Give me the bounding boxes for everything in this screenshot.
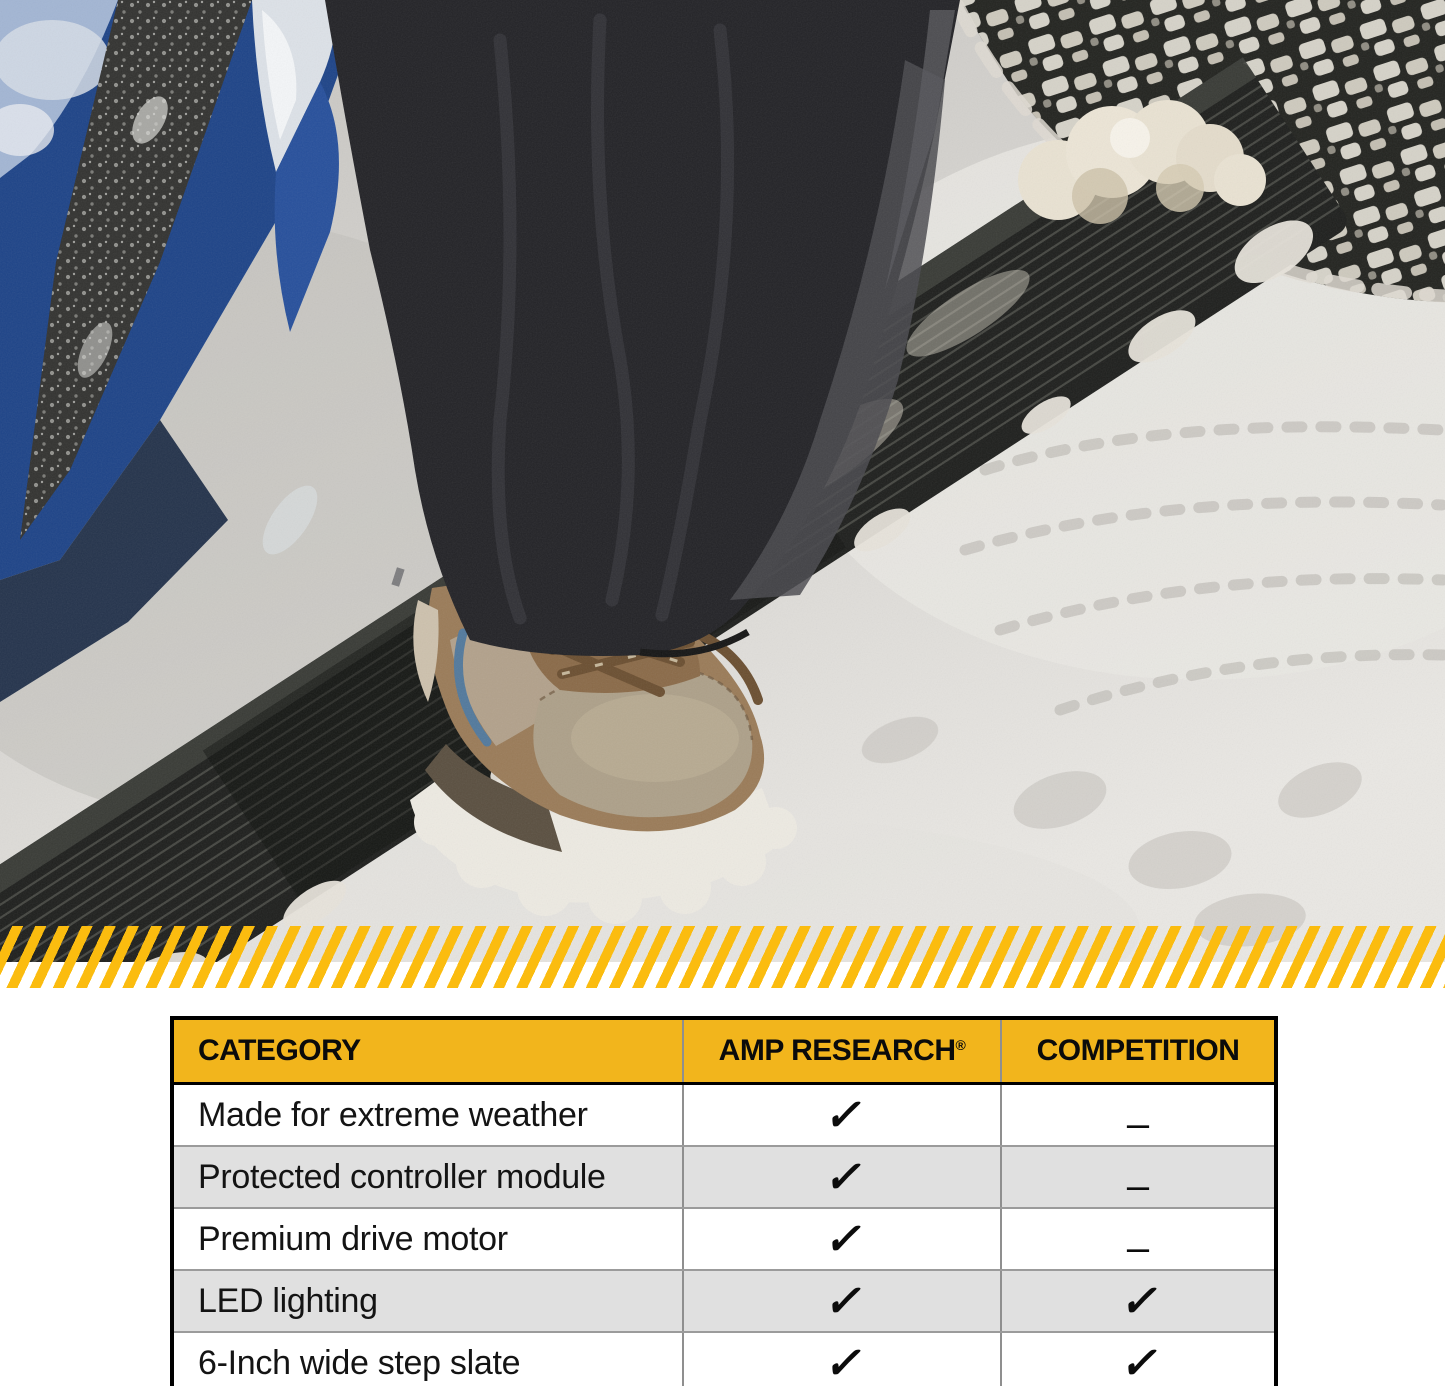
- header-amp-research: AMP RESEARCH ®: [682, 1020, 1000, 1082]
- amp-check-mark: ✓: [682, 1147, 1000, 1207]
- amp-check-mark: ✓: [682, 1209, 1000, 1269]
- header-competition: COMPETITION: [1000, 1020, 1274, 1082]
- row-category-label: LED lighting: [198, 1281, 378, 1320]
- amp-research-label: AMP RESEARCH: [718, 1034, 956, 1067]
- table-row: [174, 1331, 1274, 1386]
- amp-check-mark: ✓: [682, 1085, 1000, 1145]
- table-row: [174, 1085, 1274, 1145]
- amp-check-mark: ✓: [682, 1271, 1000, 1331]
- amp-check-mark: ✓: [682, 1333, 1000, 1386]
- competition-check-mark: ✓: [1000, 1333, 1274, 1386]
- header-category: CATEGORY: [198, 1034, 361, 1067]
- table-row: [174, 1269, 1274, 1331]
- row-category-label: Protected controller module: [198, 1157, 606, 1196]
- row-category-label: 6-Inch wide step slate: [198, 1343, 521, 1382]
- row-category-label: Premium drive motor: [198, 1219, 508, 1258]
- competition-dash: –: [1000, 1209, 1274, 1269]
- table-row: [174, 1207, 1274, 1269]
- competition-dash: –: [1000, 1147, 1274, 1207]
- competition-check-mark: ✓: [1000, 1271, 1274, 1331]
- competition-dash: –: [1000, 1085, 1274, 1145]
- table-header-row: [174, 1020, 1274, 1085]
- row-category-label: Made for extreme weather: [198, 1095, 588, 1134]
- comparison-table: [170, 1016, 1278, 1386]
- table-row: [174, 1145, 1274, 1207]
